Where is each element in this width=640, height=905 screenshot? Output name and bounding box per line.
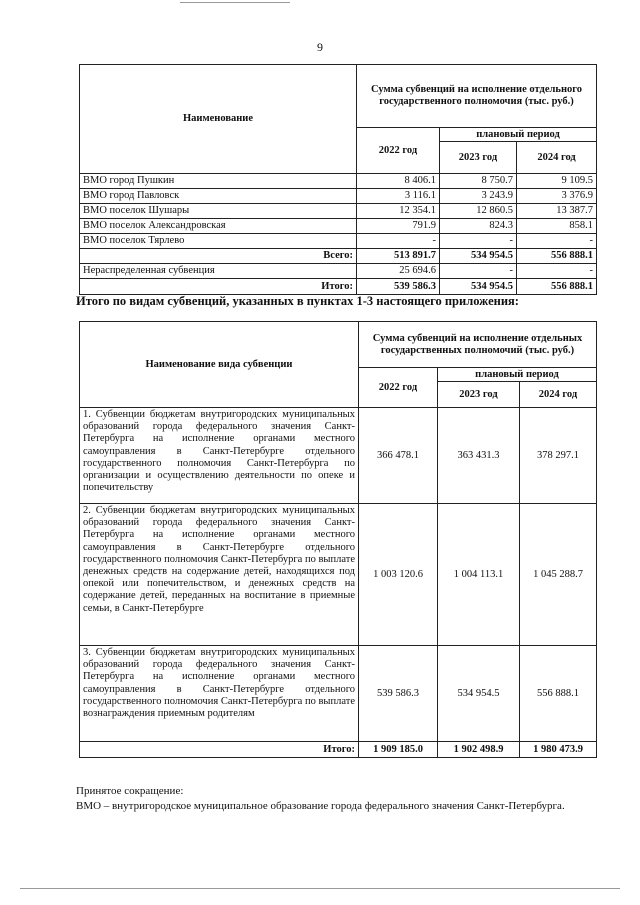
- row-value-2022: 25 694.6: [357, 264, 440, 279]
- row-name: ВМО поселок Тярлево: [80, 234, 357, 249]
- table-row: [80, 204, 597, 219]
- row-value-2022: 539 586.3: [359, 646, 438, 742]
- header-name: Наименование вида субвенции: [80, 322, 359, 408]
- subsidy-table-2: [79, 321, 597, 758]
- row-value-2023: 8 750.7: [440, 174, 517, 189]
- table-row: [80, 646, 597, 742]
- grand-total-label: Итого:: [80, 742, 359, 758]
- header-year-2023: 2023 год: [438, 382, 520, 408]
- table-row: [80, 264, 597, 279]
- total-value-2023: 534 954.5: [440, 249, 517, 264]
- page-number: 9: [317, 40, 323, 54]
- table-row: [80, 219, 597, 234]
- row-value-2023: 3 243.9: [440, 189, 517, 204]
- row-value-2024: -: [517, 264, 597, 279]
- subsidy-table-1: [79, 64, 597, 295]
- row-value-2022: 12 354.1: [357, 204, 440, 219]
- total-value-2024: 556 888.1: [517, 249, 597, 264]
- row-name: Нераспределенная субвенция: [80, 264, 357, 279]
- header-year-2024: 2024 год: [520, 382, 597, 408]
- header-sum: Сумма субвенций на исполнение отдельного государственного полномочия (тыс. руб.): [357, 65, 597, 128]
- table-row: [80, 504, 597, 646]
- grand-total-value-2024: 556 888.1: [517, 279, 597, 295]
- row-value-2023: -: [440, 234, 517, 249]
- row-value-2024: 556 888.1: [520, 646, 597, 742]
- total-value-2022: 513 891.7: [357, 249, 440, 264]
- scan-artifact-line: [20, 888, 620, 889]
- row-value-2022: 366 478.1: [359, 408, 438, 504]
- grand-total-label: Итого:: [80, 279, 357, 295]
- row-value-2023: 12 860.5: [440, 204, 517, 219]
- row-name: ВМО поселок Александровская: [80, 219, 357, 234]
- table-row: [80, 234, 597, 249]
- row-name: ВМО поселок Шушары: [80, 204, 357, 219]
- row-value-2024: 378 297.1: [520, 408, 597, 504]
- table-row: [80, 189, 597, 204]
- header-planned-period: плановый период: [438, 368, 597, 382]
- grand-total-value-2023: 1 902 498.9: [438, 742, 520, 758]
- row-value-2023: 824.3: [440, 219, 517, 234]
- header-year-2024: 2024 год: [517, 142, 597, 174]
- row-value-2023: 534 954.5: [438, 646, 520, 742]
- grand-total-row: [80, 742, 597, 758]
- row-value-2022: 8 406.1: [357, 174, 440, 189]
- row-value-2022: 791.9: [357, 219, 440, 234]
- subsidy-description: 3. Субвенции бюджетам внутригородских муниципальных образований города федерального значения Санкт-Петербурга на исполнение органами местного самоуправления в Санкт-Петербурге отдельного государственного полномочия Санкт-Петербурга по выплате вознаграждения приемным родителям: [80, 646, 359, 742]
- total-row: [80, 249, 597, 264]
- row-value-2022: 1 003 120.6: [359, 504, 438, 646]
- row-value-2024: 858.1: [517, 219, 597, 234]
- header-name: Наименование: [80, 65, 357, 174]
- total-label: Всего:: [80, 249, 357, 264]
- subsidy-description: 1. Субвенции бюджетам внутригородских муниципальных образований города федерального значения Санкт-Петербурга на исполнение органами местного самоуправления в Санкт-Петербурге отдельного государственного полномочия Санкт-Петербурга по организации и осуществлению деятельности по опеке и попечительству: [80, 408, 359, 504]
- header-year-2022: 2022 год: [357, 128, 440, 174]
- grand-total-value-2023: 534 954.5: [440, 279, 517, 295]
- row-value-2024: 9 109.5: [517, 174, 597, 189]
- header-sum: Сумма субвенций на исполнение отдельных государственных полномочий (тыс. руб.): [359, 322, 597, 368]
- row-value-2022: -: [357, 234, 440, 249]
- header-year-2023: 2023 год: [440, 142, 517, 174]
- row-value-2024: 13 387.7: [517, 204, 597, 219]
- header-planned-period: плановый период: [440, 128, 597, 142]
- grand-total-value-2024: 1 980 473.9: [520, 742, 597, 758]
- grand-total-value-2022: 539 586.3: [357, 279, 440, 295]
- table-row: [80, 174, 597, 189]
- row-value-2024: 3 376.9: [517, 189, 597, 204]
- abbreviation-heading: Принятое сокращение:: [76, 785, 184, 797]
- row-name: ВМО город Павловск: [80, 189, 357, 204]
- row-value-2024: 1 045 288.7: [520, 504, 597, 646]
- table-row: [80, 408, 597, 504]
- scan-artifact-line: [180, 2, 290, 3]
- abbreviation-text: ВМО – внутригородское муниципальное образование города федерального значения Санкт-Петербурга.: [76, 800, 565, 812]
- row-value-2024: -: [517, 234, 597, 249]
- grand-total-row: [80, 279, 597, 295]
- subsidy-description: 2. Субвенции бюджетам внутригородских муниципальных образований города федерального значения Санкт-Петербурга на исполнение органами местного самоуправления в Санкт-Петербурге отдельного государственного полномочия Санкт-Петербурга по выплате денежных средств на содержание детей, находящихся под опекой или попечительством, и денежных средств на содержание детей, переданных на воспитание в приемные семьи, в Санкт-Петербурге: [80, 504, 359, 646]
- row-value-2023: -: [440, 264, 517, 279]
- section-heading: Итого по видам субвенций, указанных в пунктах 1-3 настоящего приложения:: [76, 294, 519, 308]
- row-value-2022: 3 116.1: [357, 189, 440, 204]
- grand-total-value-2022: 1 909 185.0: [359, 742, 438, 758]
- header-year-2022: 2022 год: [359, 368, 438, 408]
- row-value-2023: 1 004 113.1: [438, 504, 520, 646]
- row-value-2023: 363 431.3: [438, 408, 520, 504]
- row-name: ВМО город Пушкин: [80, 174, 357, 189]
